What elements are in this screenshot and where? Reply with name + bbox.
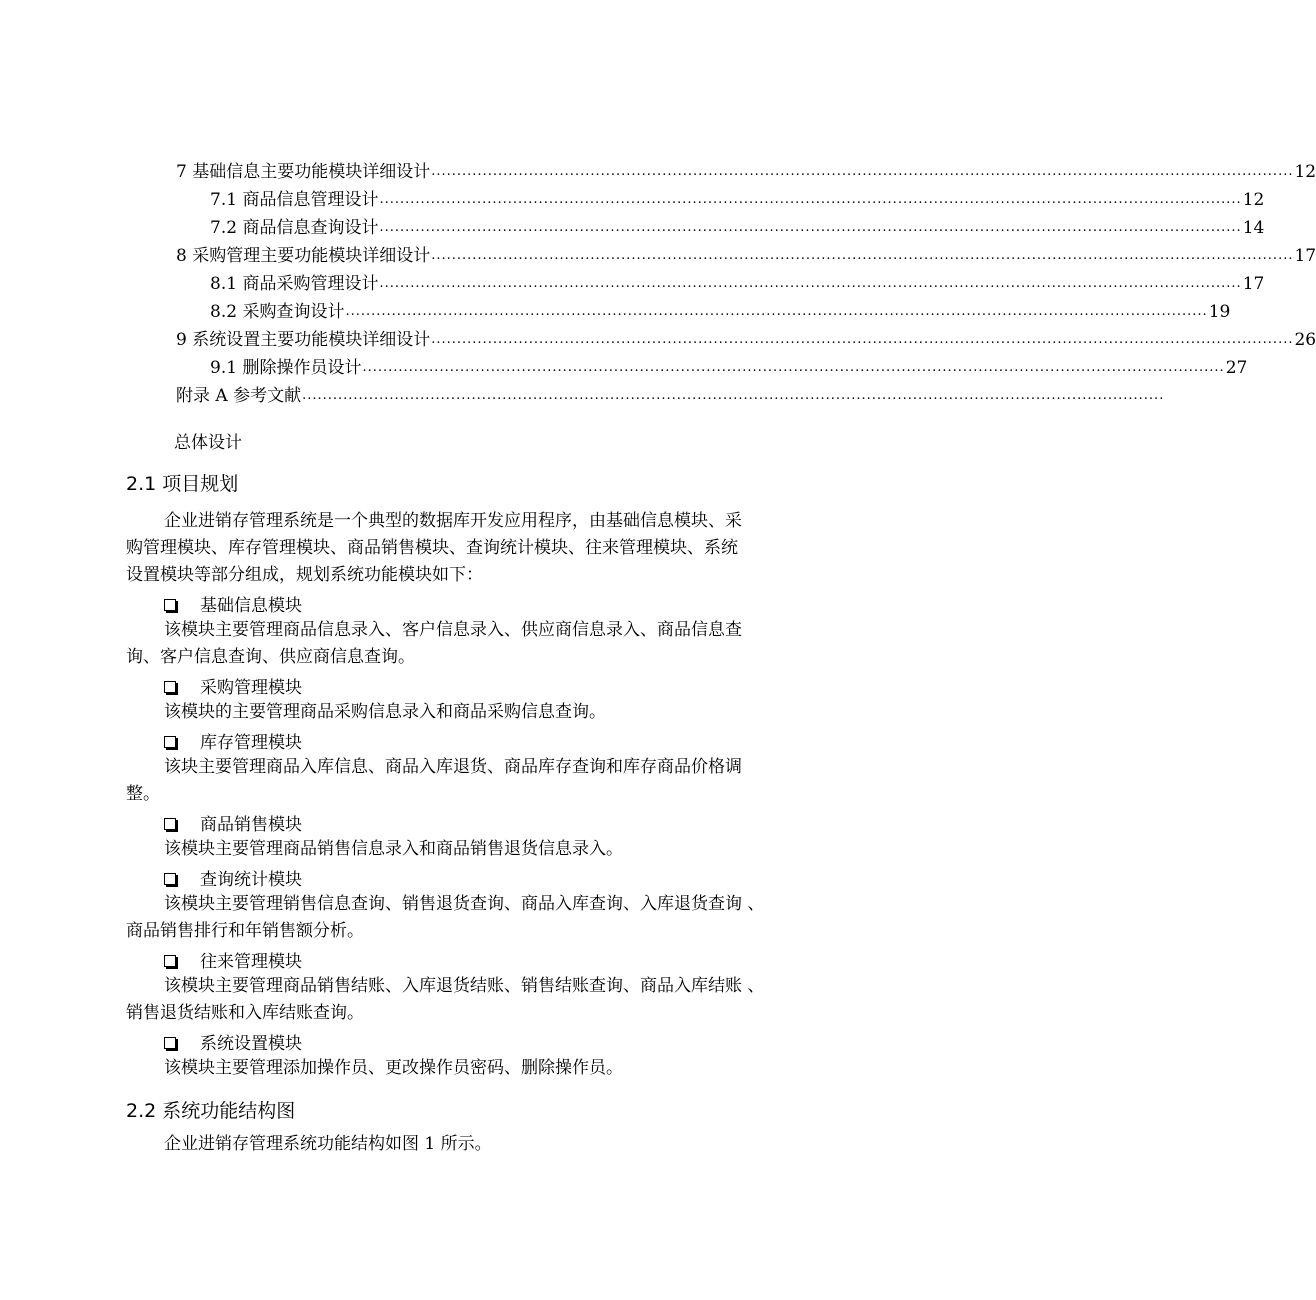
toc-leader: ........................................................................................................................................................................ [379, 192, 1242, 207]
chapter-title: 总体设计 [174, 433, 242, 453]
toc-entry-title: 8.1 商品采购管理设计 [210, 274, 379, 294]
list-item [164, 673, 302, 698]
toc-entry[interactable] [210, 294, 1231, 322]
toc-entry-title: 7 基础信息主要功能模块详细设计 [176, 162, 431, 182]
checkbox-bullet-icon [164, 818, 176, 830]
toc-entry[interactable] [210, 266, 1265, 294]
toc-leader: ........................................................................................................................................................................ [362, 360, 1225, 375]
list-item [164, 865, 302, 890]
module-name: 基础信息模块 [200, 596, 302, 616]
checkbox-bullet-icon [164, 736, 176, 748]
toc-entry[interactable] [176, 154, 1316, 182]
toc-entry-page: 27 [1225, 358, 1248, 378]
toc-entry-page: 17 [1294, 246, 1316, 266]
toc-entry-page: 14 [1242, 218, 1265, 238]
toc-entry[interactable] [176, 322, 1316, 350]
paragraph-line: 该模块主要管理商品信息录入、客户信息录入、供应商信息录入、商品信息查 [164, 620, 742, 640]
section-heading: 2.1 项目规划 [126, 473, 239, 495]
toc-entry-title: 附录 A 参考文献 [176, 386, 302, 406]
paragraph-line: 该模块主要管理商品销售信息录入和商品销售退货信息录入。 [164, 839, 623, 859]
paragraph-line: 设置模块等部分组成，规划系统功能模块如下： [126, 565, 483, 585]
toc-entry-title: 9 系统设置主要功能模块详细设计 [176, 330, 431, 350]
paragraph-line: 购管理模块、库存管理模块、商品销售模块、查询统计模块、往来管理模块、系统 [126, 538, 738, 558]
paragraph-line: 商品销售排行和年销售额分析。 [126, 921, 364, 941]
toc-leader: ........................................................................................................................................................................ [379, 220, 1242, 235]
paragraph-line: 询、客户信息查询、供应商信息查询。 [126, 647, 415, 667]
list-item [164, 1029, 302, 1054]
toc-entry-title: 8 采购管理主要功能模块详细设计 [176, 246, 431, 266]
list-item [164, 591, 302, 616]
checkbox-bullet-icon [164, 681, 176, 693]
checkbox-bullet-icon [164, 1037, 176, 1049]
module-name: 商品销售模块 [200, 815, 302, 835]
toc-entry[interactable] [210, 210, 1265, 238]
toc-entry-title: 8.2 采购查询设计 [210, 302, 345, 322]
toc-entry-page: 19 [1208, 302, 1231, 322]
module-name: 系统设置模块 [200, 1034, 302, 1054]
toc-leader: ........................................................................................................................................................................ [431, 164, 1294, 179]
toc-leader: ........................................................................................................................................................................ [431, 332, 1294, 347]
toc-entry-page: 17 [1242, 274, 1265, 294]
paragraph-line: 该块主要管理商品入库信息、商品入库退货、商品库存查询和库存商品价格调 [164, 757, 742, 777]
list-item [164, 810, 302, 835]
module-name: 往来管理模块 [200, 952, 302, 972]
toc-entry-title: 7.1 商品信息管理设计 [210, 190, 379, 210]
toc-entry[interactable] [176, 378, 1165, 406]
module-name: 查询统计模块 [200, 870, 302, 890]
list-item [164, 947, 302, 972]
toc-entry-page: 12 [1242, 190, 1265, 210]
toc-leader: ........................................................................................................................................................................ [345, 304, 1208, 319]
paragraph-line: 该模块的主要管理商品采购信息录入和商品采购信息查询。 [164, 702, 606, 722]
checkbox-bullet-icon [164, 599, 176, 611]
paragraph-line: 企业进销存管理系统是一个典型的数据库开发应用程序，由基础信息模块、采 [164, 511, 742, 531]
toc-entry[interactable] [210, 350, 1248, 378]
toc-entry-page: 12 [1294, 162, 1316, 182]
toc-entry-page: 26 [1294, 330, 1316, 350]
paragraph-line: 整。 [126, 784, 160, 804]
paragraph-line: 销售退货结账和入库结账查询。 [126, 1003, 364, 1023]
list-item [164, 728, 302, 753]
paragraph-line: 该模块主要管理商品销售结账、入库退货结账、销售结账查询、商品入库结账 、 [164, 976, 765, 996]
checkbox-bullet-icon [164, 955, 176, 967]
module-name: 库存管理模块 [200, 733, 302, 753]
toc-leader: ........................................................................................................................................................................ [302, 388, 1165, 403]
paragraph-line: 企业进销存管理系统功能结构如图 1 所示。 [164, 1134, 492, 1154]
checkbox-bullet-icon [164, 873, 176, 885]
toc-leader: ........................................................................................................................................................................ [379, 276, 1242, 291]
toc-entry-title: 9.1 删除操作员设计 [210, 358, 362, 378]
section-heading: 2.2 系统功能结构图 [126, 1100, 296, 1122]
module-name: 采购管理模块 [200, 678, 302, 698]
paragraph-line: 该模块主要管理添加操作员、更改操作员密码、删除操作员。 [164, 1058, 623, 1078]
paragraph-line: 该模块主要管理销售信息查询、销售退货查询、商品入库查询、入库退货查询 、 [164, 894, 765, 914]
toc-entry[interactable] [210, 182, 1265, 210]
toc-entry[interactable] [176, 238, 1316, 266]
toc-leader: ........................................................................................................................................................................ [431, 248, 1294, 263]
toc-entry-title: 7.2 商品信息查询设计 [210, 218, 379, 238]
